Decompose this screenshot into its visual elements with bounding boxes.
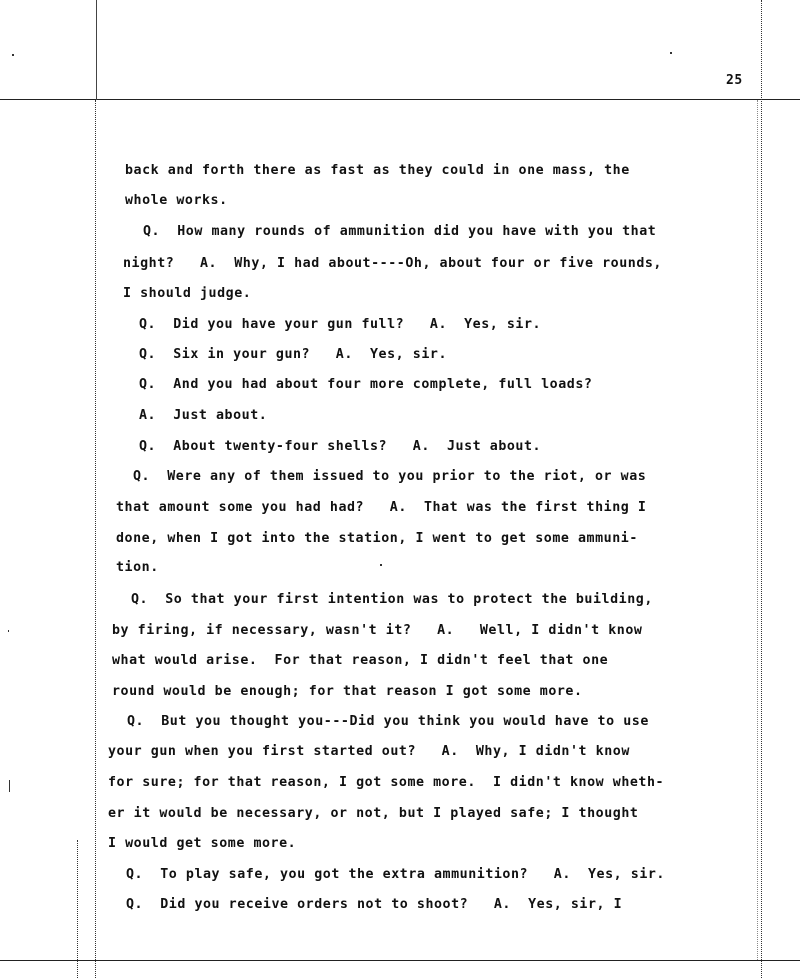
transcript-line: Q. Were any of them issued to you prior to the riot, or was (133, 469, 647, 484)
transcript-line: A. Just about. (139, 408, 268, 423)
transcript-line: for sure; for that reason, I got some more. I didn't know wheth- (108, 775, 665, 790)
scan-speck (9, 780, 10, 792)
scan-speck (12, 54, 14, 56)
transcript-line: I should judge. (123, 286, 252, 301)
page-number: 25 (726, 73, 743, 88)
transcript-line: your gun when you first started out? A. Why, I didn't know (108, 744, 630, 759)
top-margin-rule (0, 99, 800, 100)
transcript-line: er it would be necessary, or not, but I played safe; I thought (108, 806, 639, 821)
transcript-line: what would arise. For that reason, I didn't feel that one (112, 653, 609, 668)
transcript-line: Q. About twenty-four shells? A. Just about. (139, 439, 542, 454)
transcript-line: Q. Did you have your gun full? A. Yes, sir. (139, 317, 542, 332)
transcript-line: Q. How many rounds of ammunition did you have with you that (143, 224, 657, 239)
transcript-line: Q. To play safe, you got the extra ammunition? A. Yes, sir. (126, 867, 665, 882)
transcript-line: I would get some more. (108, 836, 297, 851)
scan-speck (380, 564, 382, 566)
transcript-line: done, when I got into the station, I went to get some ammuni- (116, 531, 638, 546)
bottom-margin-rule (0, 960, 800, 961)
transcript-line: Q. Six in your gun? A. Yes, sir. (139, 347, 447, 362)
right-margin-rule (761, 0, 762, 978)
left-outer-rule (77, 840, 78, 978)
transcript-line: night? A. Why, I had about----Oh, about four or five rounds, (123, 256, 662, 271)
scan-speck (670, 52, 672, 54)
transcript-line: Q. But you thought you---Did you think you would have to use (127, 714, 649, 729)
transcript-line: Q. And you had about four more complete, full loads? (139, 377, 593, 392)
left-margin-rule (96, 0, 97, 100)
scan-speck (8, 630, 9, 632)
transcript-line: back and forth there as fast as they could in one mass, the (125, 163, 630, 178)
left-margin-rule-lower (95, 100, 96, 978)
transcript-line: that amount some you had had? A. That was the first thing I (116, 500, 647, 515)
right-margin-rule-inner (757, 100, 758, 960)
transcript-line: round would be enough; for that reason I got some more. (112, 684, 583, 699)
transcript-line: Q. So that your first intention was to protect the building, (131, 592, 653, 607)
transcript-line: whole works. (125, 193, 228, 208)
transcript-line: by firing, if necessary, wasn't it? A. Well, I didn't know (112, 623, 643, 638)
transcript-line: Q. Did you receive orders not to shoot? A. Yes, sir, I (126, 897, 623, 912)
transcript-line: tion. (116, 560, 159, 575)
